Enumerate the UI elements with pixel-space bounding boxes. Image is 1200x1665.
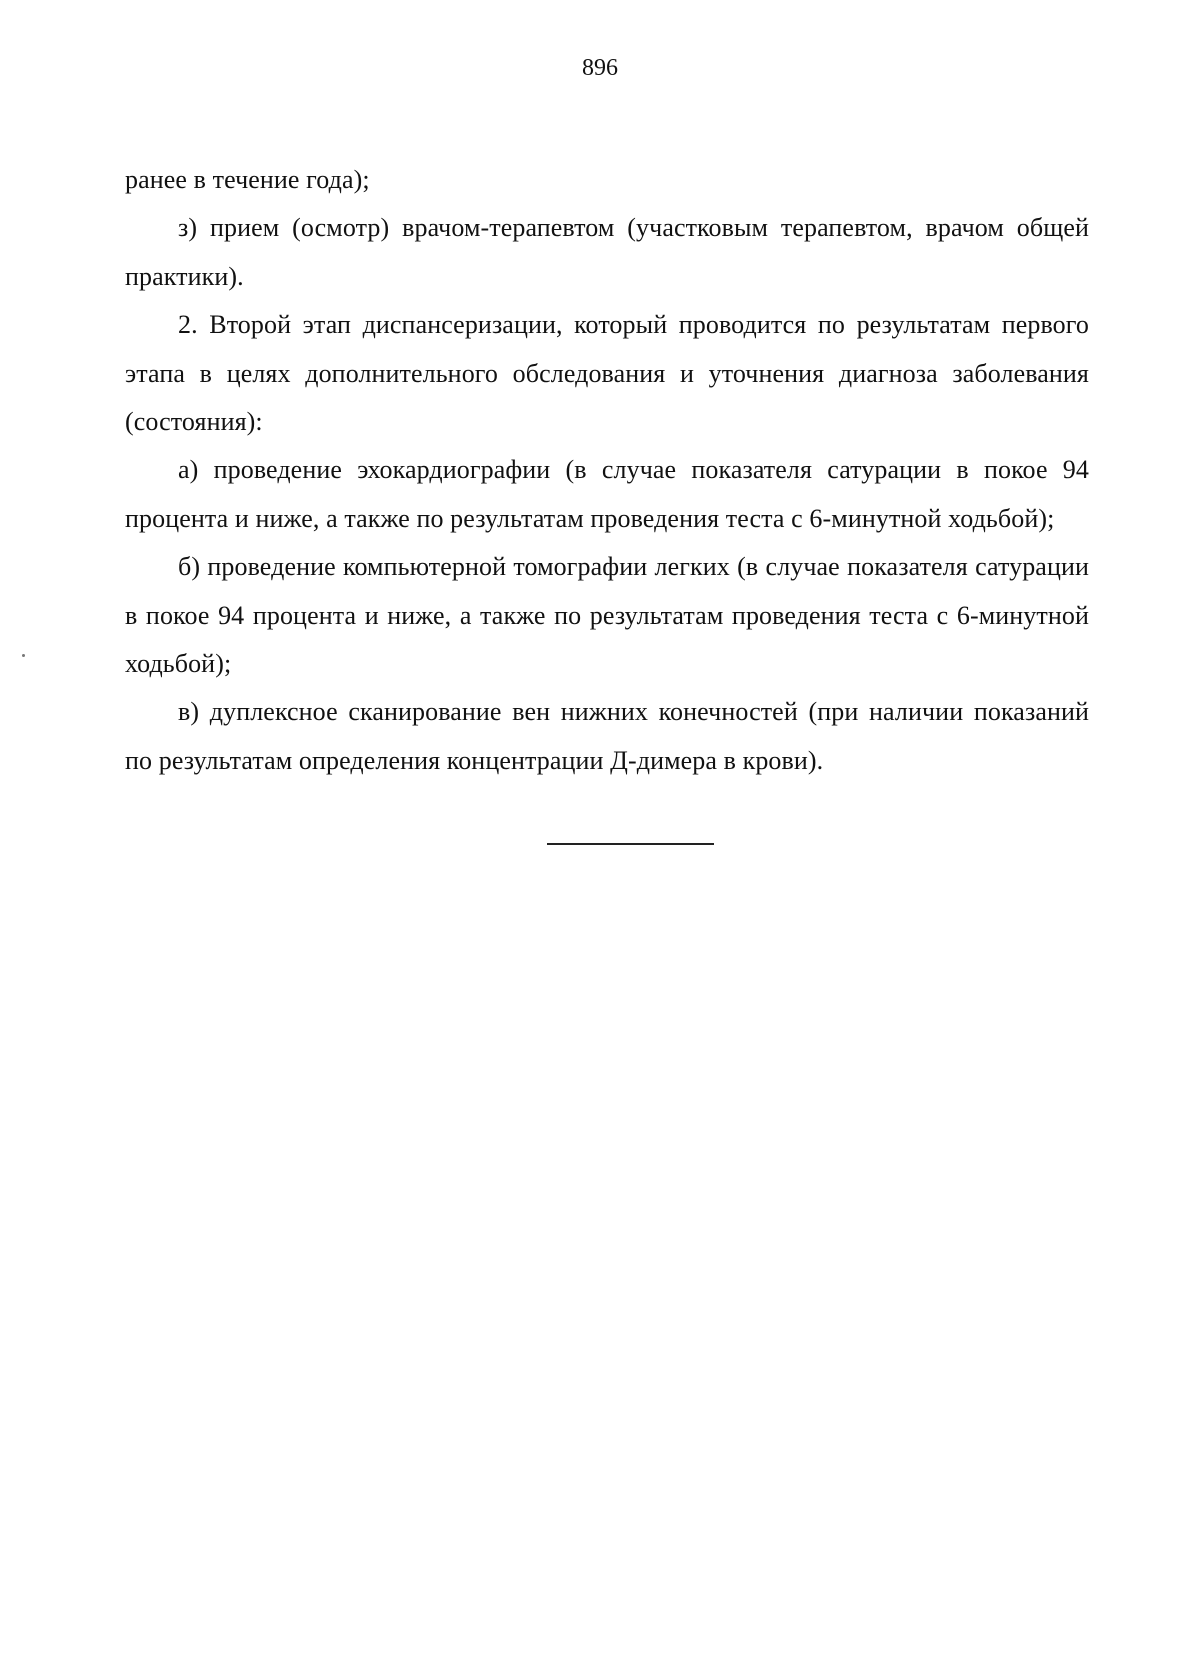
paragraph-item-z: з) прием (осмотр) врачом-терапевтом (участковым терапевтом, врачом общей практики). xyxy=(125,213,1089,291)
paragraph-continuation: ранее в течение года); xyxy=(125,165,370,194)
page-number: 896 xyxy=(582,55,618,81)
paragraph-item-b: б) проведение компьютерной томографии легких (в случае показателя сатурации в покое 94 процента и ниже, а также по результатам проведения теста с 6-минутной ходьбой); xyxy=(125,552,1089,679)
document-body xyxy=(125,156,1089,785)
scan-speck xyxy=(22,654,25,657)
end-separator-line xyxy=(547,843,714,845)
paragraph-second-stage: 2. Второй этап диспансеризации, который проводится по результатам первого этапа в целях дополнительного обследования и уточнения диагноза заболевания (состояния): xyxy=(125,310,1089,437)
paragraph-item-a: а) проведение эхокардиографии (в случае показателя сатурации в покое 94 процента и ниже, а также по результатам проведения теста с 6-минутной ходьбой); xyxy=(125,455,1089,533)
paragraph-item-v: в) дуплексное сканирование вен нижних конечностей (при наличии показаний по результатам определения концентрации Д-димера в крови). xyxy=(125,697,1089,775)
